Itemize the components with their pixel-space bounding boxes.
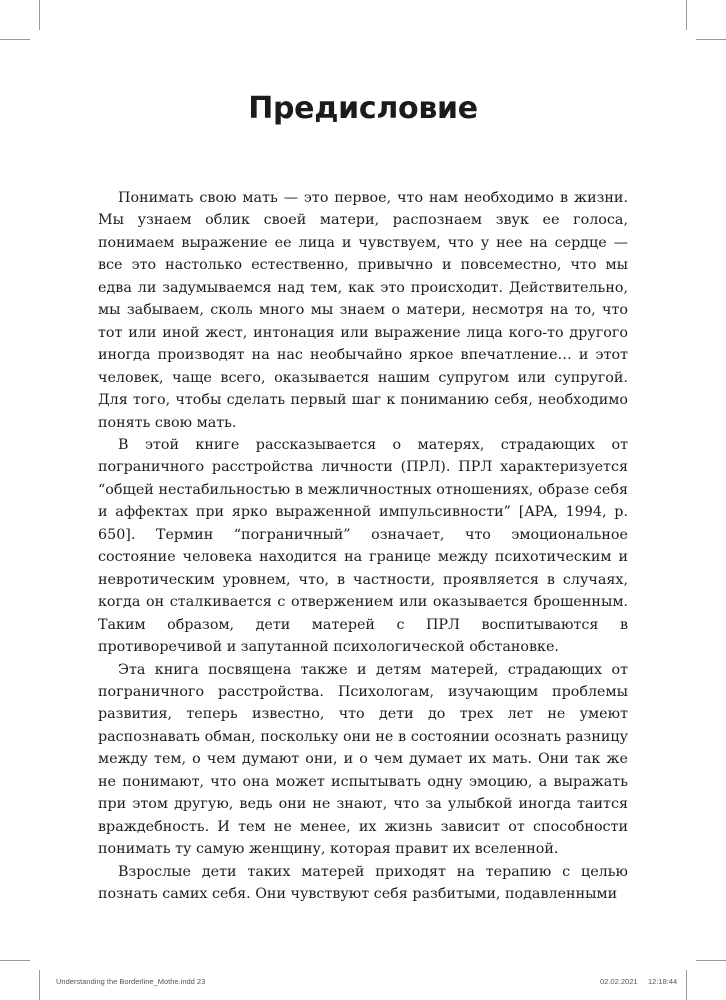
crop-mark-left-bottom [0, 960, 30, 961]
crop-mark-right-bottom [696, 960, 726, 961]
crop-mark-bottom-left [39, 970, 40, 1000]
paragraph: Понимать свою мать — это первое, что нам необходимо в жизни. Мы узнаем облик своей матери, распознаем звук ее голоса, понимаем выражение ее лица и чувствуем, что у нее на сердце — все это настолько естественно, привычно и повсеместно, что мы едва ли задумываемся над тем, как это происходит. Действительно, мы забываем, сколь много мы знаем о матери, несмотря на то, что тот или иной жест, интонация или выражение лица кого-то другого иногда производят на нас необычайно яркое впечатление… и этот человек, чаще всего, оказывается нашим супругом или супругой. Для того, чтобы сделать первый шаг к пониманию себя, необходимо понять свою мать. [98, 190, 628, 431]
footer-time: 12:18:44 [648, 977, 678, 986]
crop-mark-top-right [686, 0, 687, 30]
paragraph: В этой книге рассказывается о матерях, страдающих от пограничного расстройства личности (ПРЛ). ПРЛ характеризуется “общей нестабильностью в межличностных отношениях, образе себя и аффектах при ярко выраженной импульсивности” [APA, 1994, p. 650]. Термин “пограничный” означает, что эмоциональное состояние человека находится на границе между психотическим и невротическим уровнем, что, в частности, проявляется в случаях, когда он сталкивается с отвержением или оказывается брошенным. Таким образом, дети матерей с ПРЛ воспитываются в противоречивой и запутанной психологической обстановке. [98, 436, 628, 656]
crop-mark-bottom-right [686, 970, 687, 1000]
paragraph: Эта книга посвящена также и детям матерей, страдающих от пограничного расстройства. Психологам, изучающим проблемы развития, теперь известно, что дети до трех лет не умеют распознавать обман, поскольку они не в состоянии осознать разницу между тем, о чем думают они, и о чем думает их мать. Они так же не понимают, что она может испытывать одну эмоцию, а выражать при этом другую, ведь они не знают, что за улыбкой иногда таится враждебность. И тем не менее, их жизнь зависит от способности понимать ту самую женщину, которая правит их вселенной. [98, 661, 628, 858]
chapter-heading: Предисловие [248, 91, 478, 126]
footer-date: 02.02.2021 [600, 977, 638, 986]
crop-mark-left-top [0, 39, 30, 40]
paragraph: Взрослые дети таких матерей приходят на терапию с целью познать самих себя. Они чувствуют себя разбитыми, подавленными [98, 863, 628, 903]
crop-mark-top-left [39, 0, 40, 30]
body-text [98, 187, 628, 906]
crop-mark-right-top [696, 39, 726, 40]
footer-file-name: Understanding the Borderline_Mothe.indd 23 [56, 977, 206, 986]
